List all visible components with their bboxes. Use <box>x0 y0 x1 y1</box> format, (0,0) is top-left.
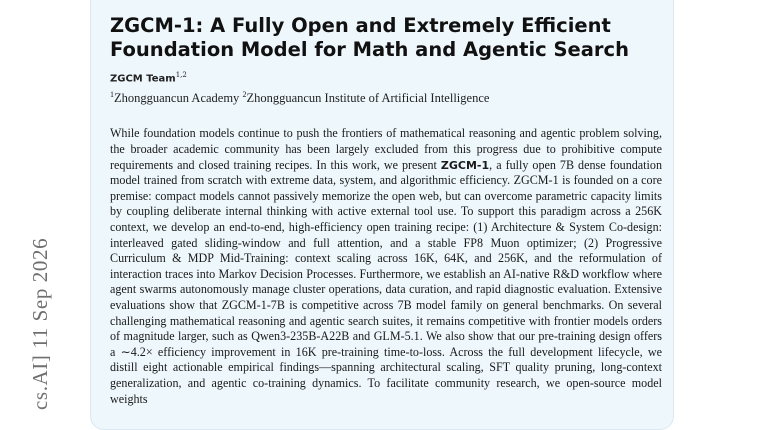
paper-title: ZGCM-1: A Fully Open and Extremely Efficient Foundation Model for Math and Agentic Search <box>110 14 629 61</box>
paper-header <box>110 14 662 419</box>
author-affiliation-marks: 1,2 <box>175 71 187 79</box>
affiliation-2-mark: 2 <box>242 90 247 100</box>
affiliations <box>110 90 662 106</box>
abstract-model-name: ZGCM-1 <box>440 158 490 172</box>
affiliation-1: Zhongguancun Academy <box>114 91 240 106</box>
abstract <box>110 126 662 407</box>
author-line <box>110 71 662 84</box>
arxiv-side-stamp: cs.AI] 11 Sep 2026 <box>28 237 52 410</box>
abstract-text-1: While foundation models continue to push the frontiers of mathematical reasoning and agentic problem solving, the broader academic community has been largely excluded from this progress due to prohibitive compute requirements and closed training recipes. In this work, we present <box>110 126 662 172</box>
affiliation-2: Zhongguancun Institute of Artificial Intelligence <box>246 91 490 106</box>
affiliation-1-mark: 1 <box>110 90 114 100</box>
abstract-text-2: , a fully open 7B dense foundation model trained from scratch with extreme data, system, and algorithmic efficiency. ZGCM-1 is founded on a core premise: compact models cannot passively memorize the open web, but can overcome parametric capacity limits by coupling deliberate internal thinking with active external tool use. To support this paradigm across a 256K context, we develop an end-to-end, high-efficiency open training recipe: (1) Architecture & System Co-design: interleaved gated sliding-window and full attention, and a stable FP8 Muon optimizer; (2) Progressive Curriculum & MDP Mid-Training: context scaling across 16K, 64K, and 256K, and the reformulation of interaction traces into Markov Decision Processes. Furthermore, we establish an AI-native R&D workflow where agent swarms autonomously manage cluster operations, data curation, and rapid diagnostic evaluation. Extensive evaluations show that ZGCM-1-7B is competitive across 7B model family on general benchmarks. On several challenging mathematical reasoning and agentic search suites, it remains competitive with frontier models orders of magnitude larger, such as Qwen3-235B-A22B and GLM-5.1. We also show that our pre-training design offers a ∼4.2× efficiency improvement in 16K pre-training time-to-loss. Across the full development lifecycle, we distill eight actionable empirical findings—spanning architectural scaling, SFT quality pruning, long-context generalization, and agentic co-training dynamics. To facilitate community research, we open-source model weights <box>110 157 662 406</box>
author-name: ZGCM Team <box>110 73 176 85</box>
